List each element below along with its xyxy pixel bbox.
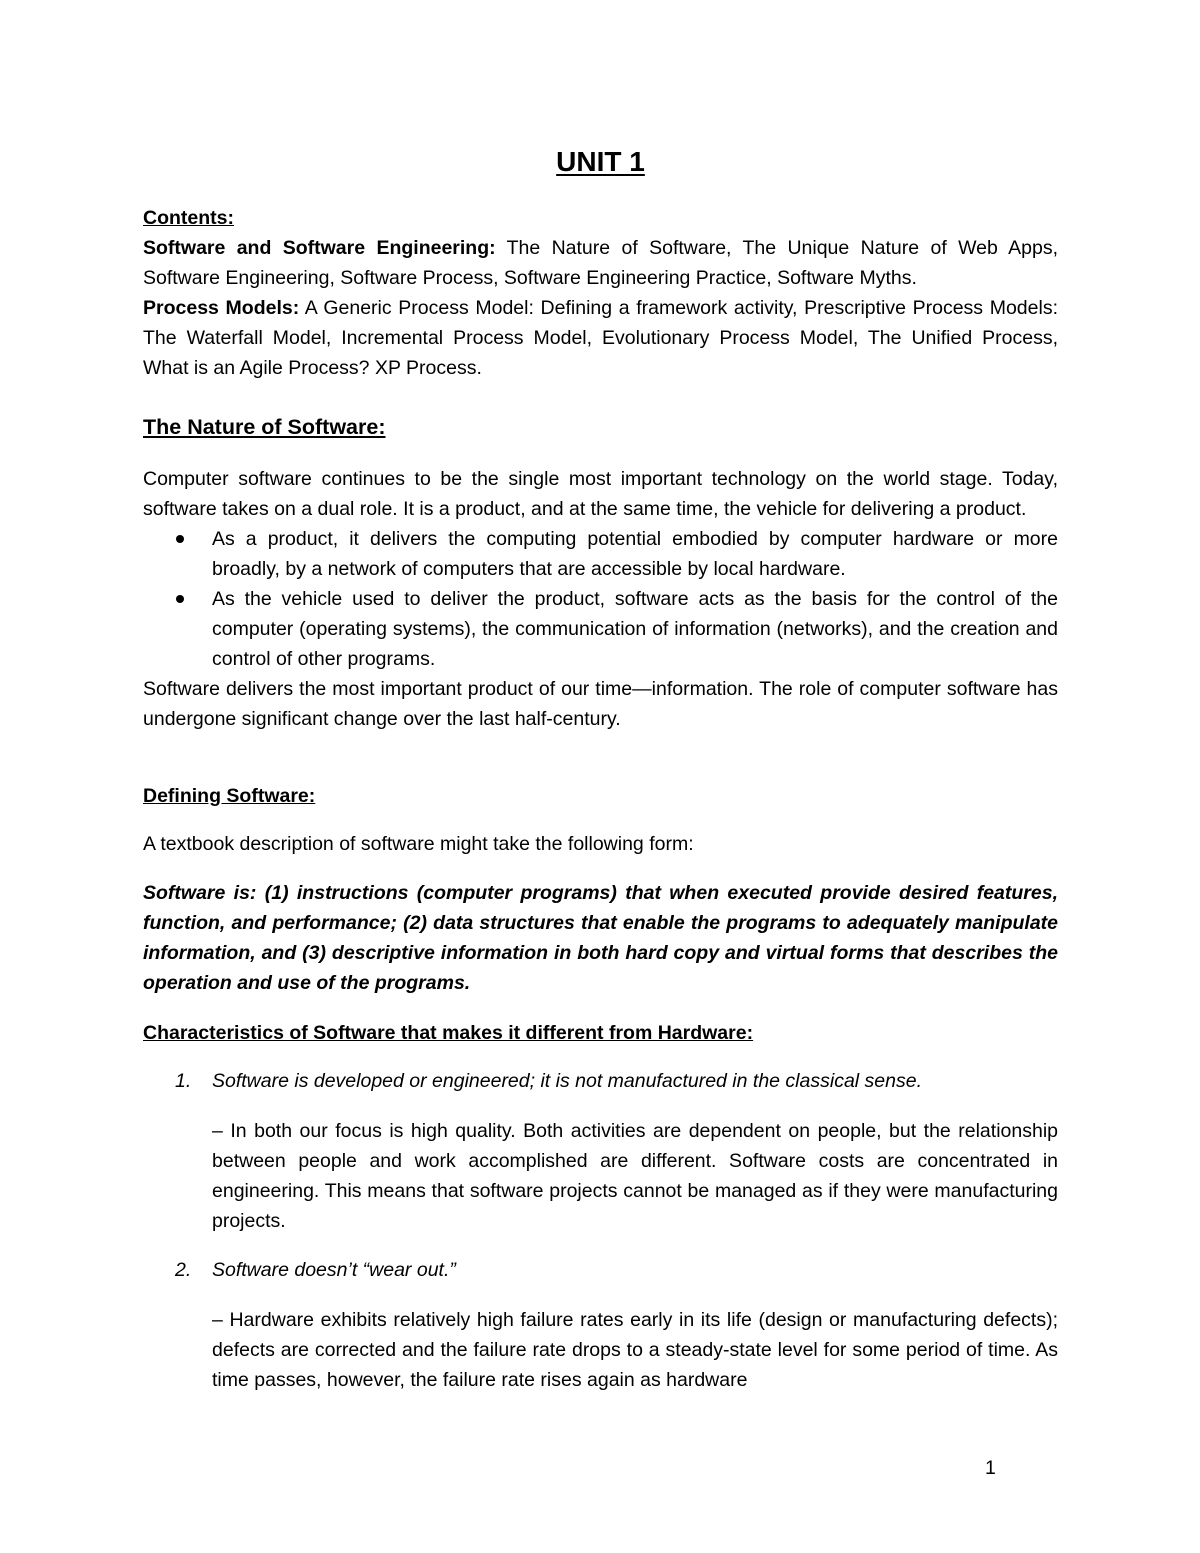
item-number: 2. [175,1259,192,1281]
nature-bullet-list [143,524,1058,674]
nature-heading: The Nature of Software: [143,415,386,439]
bullet-icon [176,535,184,543]
item-number: 1. [175,1070,192,1092]
contents-software-engineering [143,233,1058,293]
item-title: Software doesn’t “wear out.” [212,1259,456,1281]
contents-process-models [143,293,1058,383]
bullet-text: As a product, it delivers the computing potential embodied by computer hardware or more broadly, by a network of computers that are accessible by local hardware. [212,528,1058,580]
contents-process-models-label: Process Models: [143,297,300,319]
defining-intro: A textbook description of software might take the following form: [143,833,694,855]
list-item [143,1066,1058,1096]
item-title: Software is developed or engineered; it is not manufactured in the classical sense. [212,1070,922,1092]
list-item [143,584,1058,674]
bullet-icon [176,595,184,603]
nature-intro: Computer software continues to be the single most important technology on the world stage. Today, software takes on a dual role. It is a product, and at the same time, the vehicle for delivering a product. [143,468,1058,520]
defining-heading: Defining Software: [143,785,316,807]
contents-process-models-text: A Generic Process Model: Defining a framework activity, Prescriptive Process Models: The Waterfall Model, Incremental Process Model, Evolutionary Process Model, The Unified Process, What is an Agile Process? XP Process. [143,297,1058,379]
page-number: 1 [985,1457,996,1479]
contents-block [143,203,1058,383]
contents-software-engineering-label: Software and Software Engineering: [143,237,496,259]
list-item [143,1255,1058,1285]
document-page [143,0,1058,1553]
nature-section [143,464,1058,734]
item-explanation: – In both our focus is high quality. Both activities are dependent on people, but the relationship between people and work accomplished are different. Software costs are concentrated in engineering. This means that software projects cannot be managed as if they were manufacturing projects. [212,1120,1058,1232]
characteristics-heading: Characteristics of Software that makes it different from Hardware: [143,1022,754,1044]
contents-heading: Contents: [143,207,234,229]
list-item [143,524,1058,584]
page-title: UNIT 1 [556,146,645,177]
contents-software-engineering-text: The Nature of Software, The Unique Nature of Web Apps, Software Engineering, Software Process, Software Engineering Practice, Software Myths. [143,237,1058,289]
definition-text: Software is: (1) instructions (computer programs) that when executed provide desired features, function, and performance; (2) data structures that enable the programs to adequately manipulate information, and (3) descriptive information in both hard copy and virtual forms that describes the operation and use of the programs. [143,882,1058,994]
bullet-text: As the vehicle used to deliver the product, software acts as the basis for the control of the computer (operating systems), the communication of information (networks), and the creation and control of other programs. [212,588,1058,670]
item-explanation: – Hardware exhibits relatively high failure rates early in its life (design or manufacturing defects); defects are corrected and the failure rate drops to a steady-state level for some period of time. As time passes, however, the failure rate rises again as hardware [212,1309,1058,1391]
nature-closing: Software delivers the most important product of our time—information. The role of computer software has undergone significant change over the last half-century. [143,678,1058,730]
